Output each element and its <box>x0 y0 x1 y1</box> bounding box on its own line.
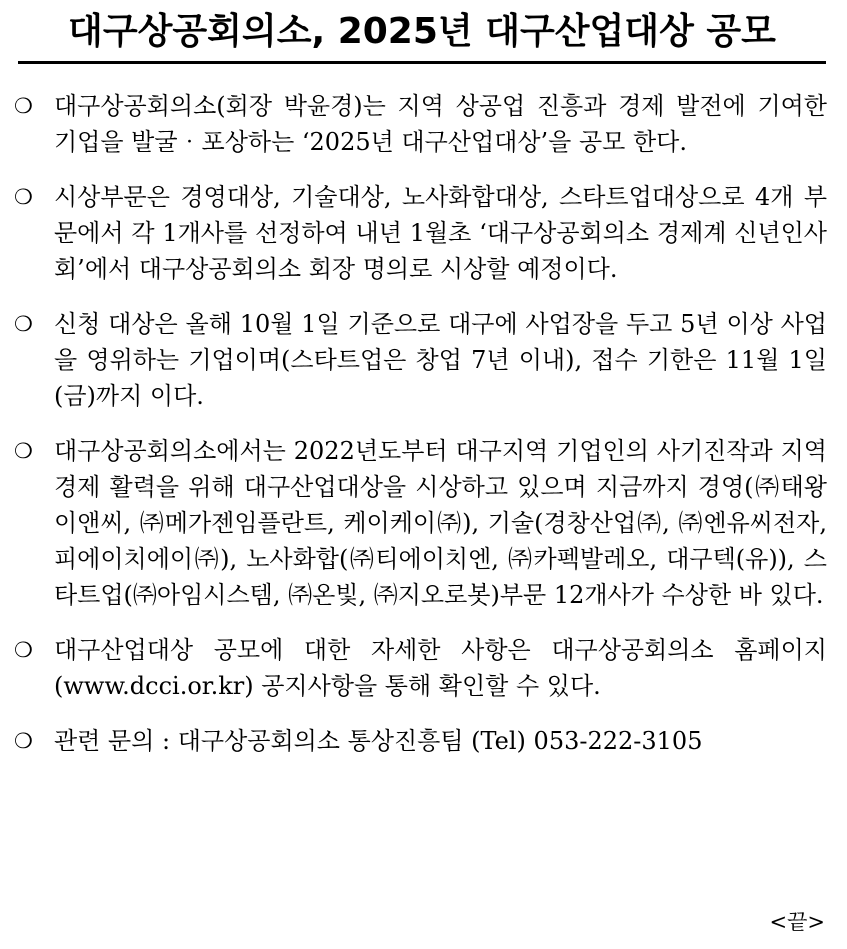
paragraph-item <box>0 723 847 759</box>
bullet-icon: ❍ <box>14 94 33 118</box>
paragraph-item <box>0 632 847 704</box>
bullet-icon: ❍ <box>14 729 33 753</box>
paragraph-item <box>0 306 847 414</box>
bullet-icon: ❍ <box>14 638 33 662</box>
paragraph-item <box>0 433 847 613</box>
bullet-icon: ❍ <box>14 312 33 336</box>
document-title: 대구상공회의소, 2025년 대구산업대상 공모 <box>68 11 776 52</box>
paragraph-item <box>0 88 847 160</box>
paragraph-item <box>0 179 847 287</box>
paragraph-list <box>0 88 847 778</box>
bullet-icon: ❍ <box>14 439 33 463</box>
paragraph-text-2: 시상부문은 경영대상, 기술대상, 노사화합대상, 스타트업대상으로 4개 부문에서 각 1개사를 선정하여 내년 1월초 ‘대구상공회의소 경제계 신년인사회’에서 대구상공회의소 회장 명의로 시상할 예정이다. <box>54 183 827 283</box>
paragraph-text-3: 신청 대상은 올해 10월 1일 기준으로 대구에 사업장을 두고 5년 이상 사업을 영위하는 기업이며(스타트업은 창업 7년 이내), 접수 기한은 11월 1일(금)까지 이다. <box>54 310 827 410</box>
closing-mark: <끝> <box>769 910 825 934</box>
paragraph-text-4: 대구상공회의소에서는 2022년도부터 대구지역 기업인의 사기진작과 지역 경제 활력을 위해 대구산업대상을 시상하고 있으며 지금까지 경영(㈜태왕이앤씨, ㈜메가젠임플란트, 케이케이㈜), 기술(경창산업㈜, ㈜엔유씨전자, 피에이치에이㈜), 노사화합(㈜티에이치엔, ㈜카펙발레오, 대구텍(유)), 스타트업(㈜아임시스템, ㈜온빛, ㈜지오로봇)부문 12개사가 수상한 바 있다. <box>54 437 827 609</box>
paragraph-text-1: 대구상공회의소(회장 박윤경)는 지역 상공업 진흥과 경제 발전에 기여한 기업을 발굴‧포상하는 ‘2025년 대구산업대상’을 공모 한다. <box>54 92 827 156</box>
paragraph-text-5: 대구산업대상 공모에 대한 자세한 사항은 대구상공회의소 홈페이지(www.dcci.or.kr) 공지사항을 통해 확인할 수 있다. <box>54 636 827 700</box>
title-underline <box>18 61 826 64</box>
paragraph-text-6: 관련 문의 : 대구상공회의소 통상진흥팀 (Tel) 053-222-3105 <box>54 727 703 755</box>
bullet-icon: ❍ <box>14 185 33 209</box>
